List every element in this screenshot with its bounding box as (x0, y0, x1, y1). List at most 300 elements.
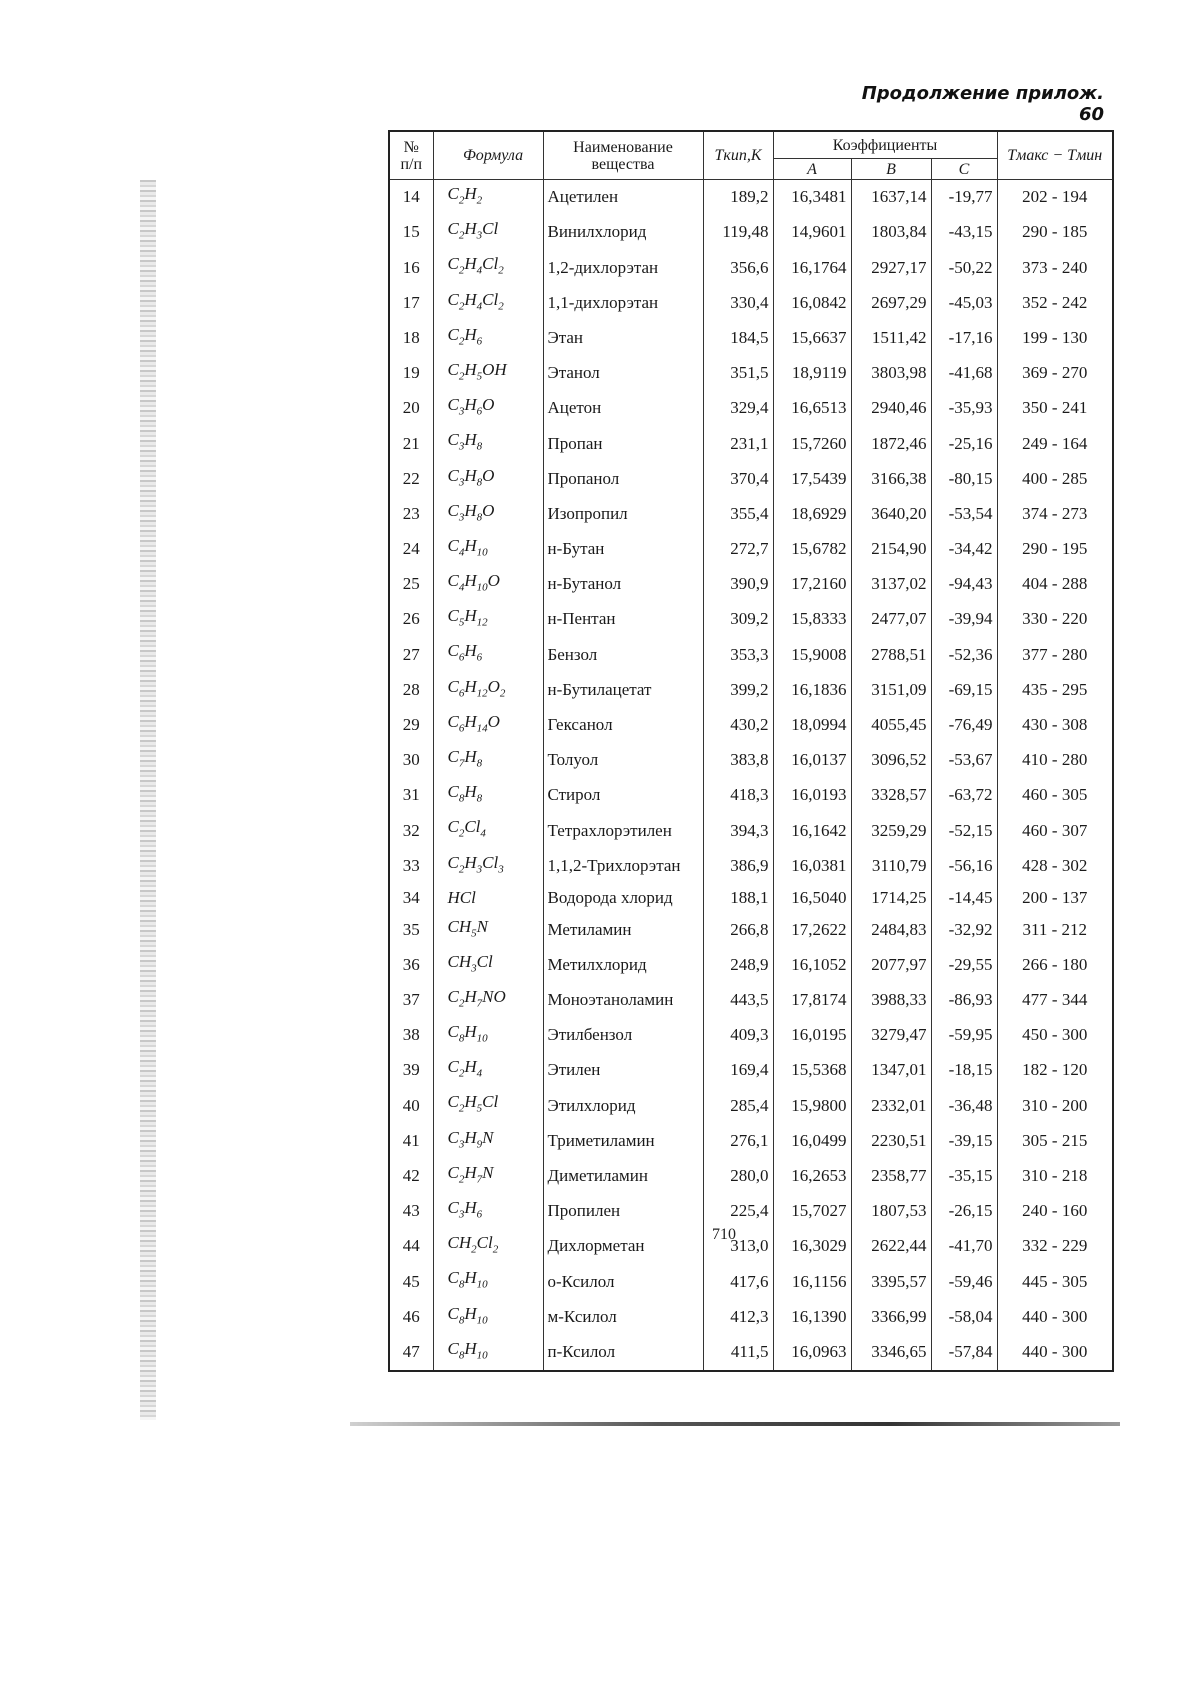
cell-coef-a: 16,3481 (773, 180, 851, 216)
table-row (389, 180, 1113, 216)
cell-coef-a: 16,0499 (773, 1124, 851, 1159)
cell-coef-a: 17,2160 (773, 567, 851, 602)
cell-temperature-range: 310 - 218 (997, 1159, 1113, 1194)
cell-boiling-point: 225,4 (703, 1194, 773, 1229)
cell-temperature-range: 445 - 305 (997, 1264, 1113, 1299)
cell-number: 15 (389, 215, 433, 250)
cell-formula: $C_2H_3Cl_3$ (433, 849, 543, 884)
cell-coef-a: 15,8333 (773, 602, 851, 637)
cell-coef-b: 2154,90 (851, 532, 931, 567)
cell-name: н-Бутилацетат (543, 673, 703, 708)
cell-temperature-range: 430 - 308 (997, 708, 1113, 743)
cell-formula: $C_2H_4$ (433, 1053, 543, 1088)
cell-formula: $C_8H_{10}$ (433, 1018, 543, 1053)
cell-name: Винилхлорид (543, 215, 703, 250)
cell-formula: $C_8H_8$ (433, 778, 543, 813)
cell-temperature-range: 240 - 160 (997, 1194, 1113, 1229)
cell-boiling-point: 189,2 (703, 180, 773, 216)
cell-number: 35 (389, 913, 433, 948)
col-header-number: № п/п (389, 131, 433, 180)
cell-name: Пропилен (543, 1194, 703, 1229)
cell-name: н-Пентан (543, 602, 703, 637)
cell-coef-a: 16,1764 (773, 250, 851, 285)
cell-name: н-Бутан (543, 532, 703, 567)
cell-formula: $C_2H_5Cl$ (433, 1088, 543, 1123)
cell-temperature-range: 404 - 288 (997, 567, 1113, 602)
cell-temperature-range: 200 - 137 (997, 884, 1113, 913)
table-row (389, 497, 1113, 532)
cell-coef-a: 15,7260 (773, 426, 851, 461)
cell-number: 42 (389, 1159, 433, 1194)
cell-temperature-range: 199 - 130 (997, 321, 1113, 356)
cell-temperature-range: 373 - 240 (997, 250, 1113, 285)
cell-formula: $C_2H_2$ (433, 180, 543, 216)
table-row (389, 637, 1113, 672)
table-row (389, 708, 1113, 743)
col-header-boiling-point (703, 131, 773, 180)
cell-temperature-range: 290 - 195 (997, 532, 1113, 567)
cell-name: Этан (543, 321, 703, 356)
col-header-coef-c: C (931, 159, 997, 180)
cell-coef-a: 16,0963 (773, 1335, 851, 1371)
table-row (389, 1018, 1113, 1053)
table-row (389, 1264, 1113, 1299)
cell-coef-b: 3328,57 (851, 778, 931, 813)
cell-formula: HCl (433, 884, 543, 913)
cell-coef-c: -14,45 (931, 884, 997, 913)
cell-formula: $C_4H_{10}$ (433, 532, 543, 567)
cell-name: Ацетилен (543, 180, 703, 216)
cell-temperature-range: 310 - 200 (997, 1088, 1113, 1123)
cell-coef-b: 3110,79 (851, 849, 931, 884)
cell-coef-c: -59,46 (931, 1264, 997, 1299)
table-row (389, 1300, 1113, 1335)
cell-temperature-range: 369 - 270 (997, 356, 1113, 391)
cell-formula: $C_5H_{12}$ (433, 602, 543, 637)
cell-number: 39 (389, 1053, 433, 1088)
cell-number: 24 (389, 532, 433, 567)
cell-coef-b: 3279,47 (851, 1018, 931, 1053)
cell-coef-b: 3259,29 (851, 813, 931, 848)
cell-boiling-point: 412,3 (703, 1300, 773, 1335)
cell-number: 33 (389, 849, 433, 884)
cell-boiling-point: 248,9 (703, 948, 773, 983)
cell-name: Бензол (543, 637, 703, 672)
cell-formula: $C_3H_8O$ (433, 497, 543, 532)
cell-coef-a: 16,0193 (773, 778, 851, 813)
cell-boiling-point: 355,4 (703, 497, 773, 532)
cell-number: 41 (389, 1124, 433, 1159)
cell-coef-a: 15,9008 (773, 637, 851, 672)
cell-coef-c: -57,84 (931, 1335, 997, 1371)
cell-temperature-range: 266 - 180 (997, 948, 1113, 983)
cell-name: Толуол (543, 743, 703, 778)
cell-name: Моноэтаноламин (543, 983, 703, 1018)
cell-temperature-range: 435 - 295 (997, 673, 1113, 708)
cell-coef-c: -39,94 (931, 602, 997, 637)
cell-boiling-point: 309,2 (703, 602, 773, 637)
cell-number: 36 (389, 948, 433, 983)
cell-name: Метиламин (543, 913, 703, 948)
page-number: 710 (712, 1226, 736, 1243)
cell-coef-a: 15,6782 (773, 532, 851, 567)
cell-temperature-range: 460 - 305 (997, 778, 1113, 813)
cell-coef-a: 15,5368 (773, 1053, 851, 1088)
cell-formula: $CH_5N$ (433, 913, 543, 948)
cell-coef-b: 4055,45 (851, 708, 931, 743)
cell-formula: $C_3H_8$ (433, 426, 543, 461)
cell-temperature-range: 400 - 285 (997, 462, 1113, 497)
cell-name: Гексанол (543, 708, 703, 743)
cell-number: 20 (389, 391, 433, 426)
cell-formula: $C_8H_{10}$ (433, 1264, 543, 1299)
cell-formula: $C_2H_7N$ (433, 1159, 543, 1194)
cell-coef-b: 2332,01 (851, 1088, 931, 1123)
cell-boiling-point: 353,3 (703, 637, 773, 672)
cell-temperature-range: 477 - 344 (997, 983, 1113, 1018)
col-header-coef-a: A (773, 159, 851, 180)
cell-boiling-point: 188,1 (703, 884, 773, 913)
cell-coef-b: 3166,38 (851, 462, 931, 497)
cell-coef-b: 2622,44 (851, 1229, 931, 1264)
cell-temperature-range: 374 - 273 (997, 497, 1113, 532)
table-row (389, 462, 1113, 497)
cell-coef-b: 3395,57 (851, 1264, 931, 1299)
cell-coef-a: 16,0195 (773, 1018, 851, 1053)
cell-coef-c: -32,92 (931, 913, 997, 948)
table-row (389, 426, 1113, 461)
table-row (389, 215, 1113, 250)
cell-boiling-point: 386,9 (703, 849, 773, 884)
cell-number: 26 (389, 602, 433, 637)
cell-boiling-point: 231,1 (703, 426, 773, 461)
col-header-coef-b: B (851, 159, 931, 180)
cell-name: Тетрахлорэтилен (543, 813, 703, 848)
cell-formula: $C_8H_{10}$ (433, 1300, 543, 1335)
cell-temperature-range: 305 - 215 (997, 1124, 1113, 1159)
cell-name: 1,2-дихлорэтан (543, 250, 703, 285)
cell-formula: $C_6H_6$ (433, 637, 543, 672)
cell-coef-b: 2477,07 (851, 602, 931, 637)
cell-formula: $CH_2Cl_2$ (433, 1229, 543, 1264)
table-row (389, 286, 1113, 321)
cell-temperature-range: 182 - 120 (997, 1053, 1113, 1088)
cell-number: 44 (389, 1229, 433, 1264)
cell-name: Этилен (543, 1053, 703, 1088)
col-header-name: Наименование вещества (543, 131, 703, 180)
cell-name: Водорода хлорид (543, 884, 703, 913)
cell-coef-b: 2697,29 (851, 286, 931, 321)
cell-coef-b: 3803,98 (851, 356, 931, 391)
cell-temperature-range: 460 - 307 (997, 813, 1113, 848)
cell-coef-b: 1347,01 (851, 1053, 931, 1088)
cell-coef-a: 16,1390 (773, 1300, 851, 1335)
cell-name: Диметиламин (543, 1159, 703, 1194)
cell-boiling-point: 280,0 (703, 1159, 773, 1194)
cell-formula: $C_2Cl_4$ (433, 813, 543, 848)
cell-formula: $C_2H_5OH$ (433, 356, 543, 391)
cell-coef-c: -25,16 (931, 426, 997, 461)
cell-coef-b: 3096,52 (851, 743, 931, 778)
cell-name: 1,1,2-Трихлорэтан (543, 849, 703, 884)
cell-formula: $C_4H_{10}O$ (433, 567, 543, 602)
cell-temperature-range: 311 - 212 (997, 913, 1113, 948)
cell-coef-a: 18,6929 (773, 497, 851, 532)
cell-name: п-Ксилол (543, 1335, 703, 1371)
cell-coef-c: -43,15 (931, 215, 997, 250)
col-header-temperature-range: Tмакс − Tмин (997, 131, 1113, 180)
cell-coef-b: 1803,84 (851, 215, 931, 250)
cell-coef-c: -35,15 (931, 1159, 997, 1194)
cell-coef-a: 17,2622 (773, 913, 851, 948)
cell-number: 23 (389, 497, 433, 532)
table-row (389, 673, 1113, 708)
cell-temperature-range: 428 - 302 (997, 849, 1113, 884)
table-row (389, 849, 1113, 884)
cell-name: Стирол (543, 778, 703, 813)
cell-coef-c: -50,22 (931, 250, 997, 285)
cell-coef-a: 16,6513 (773, 391, 851, 426)
table-row (389, 532, 1113, 567)
boiling-point-label: Tкип,K (714, 147, 762, 164)
cell-coef-b: 2940,46 (851, 391, 931, 426)
cell-number: 18 (389, 321, 433, 356)
cell-formula: $C_2H_3Cl$ (433, 215, 543, 250)
cell-formula: $C_7H_8$ (433, 743, 543, 778)
cell-coef-b: 1807,53 (851, 1194, 931, 1229)
cell-temperature-range: 290 - 185 (997, 215, 1113, 250)
cell-formula: $C_2H_4Cl_2$ (433, 286, 543, 321)
cell-coef-b: 2788,51 (851, 637, 931, 672)
cell-temperature-range: 352 - 242 (997, 286, 1113, 321)
cell-coef-c: -41,68 (931, 356, 997, 391)
cell-coef-b: 2358,77 (851, 1159, 931, 1194)
cell-coef-a: 16,1836 (773, 673, 851, 708)
cell-name: Пропан (543, 426, 703, 461)
cell-name: н-Бутанол (543, 567, 703, 602)
cell-coef-c: -26,15 (931, 1194, 997, 1229)
cell-coef-c: -52,15 (931, 813, 997, 848)
cell-formula: $C_8H_{10}$ (433, 1335, 543, 1371)
cell-number: 30 (389, 743, 433, 778)
cell-coef-a: 15,9800 (773, 1088, 851, 1123)
cell-coef-a: 14,9601 (773, 215, 851, 250)
cell-coef-c: -17,16 (931, 321, 997, 356)
cell-coef-c: -80,15 (931, 462, 997, 497)
cell-formula: $C_6H_{12}O_2$ (433, 673, 543, 708)
cell-coef-a: 17,8174 (773, 983, 851, 1018)
table-row (389, 567, 1113, 602)
cell-boiling-point: 443,5 (703, 983, 773, 1018)
cell-boiling-point: 399,2 (703, 673, 773, 708)
cell-number: 19 (389, 356, 433, 391)
cell-boiling-point: 383,8 (703, 743, 773, 778)
table-row (389, 913, 1113, 948)
cell-coef-a: 16,0381 (773, 849, 851, 884)
cell-boiling-point: 313,0 (703, 1229, 773, 1264)
cell-coef-c: -41,70 (931, 1229, 997, 1264)
cell-coef-a: 16,5040 (773, 884, 851, 913)
cell-coef-a: 18,0994 (773, 708, 851, 743)
cell-temperature-range: 330 - 220 (997, 602, 1113, 637)
cell-coef-c: -52,36 (931, 637, 997, 672)
table-row (389, 602, 1113, 637)
cell-boiling-point: 285,4 (703, 1088, 773, 1123)
cell-name: о-Ксилол (543, 1264, 703, 1299)
cell-number: 27 (389, 637, 433, 672)
cell-boiling-point: 394,3 (703, 813, 773, 848)
cell-name: Ацетон (543, 391, 703, 426)
cell-coef-c: -53,67 (931, 743, 997, 778)
cell-formula: $C_3H_8O$ (433, 462, 543, 497)
cell-boiling-point: 276,1 (703, 1124, 773, 1159)
cell-coef-c: -53,54 (931, 497, 997, 532)
cell-coef-a: 17,5439 (773, 462, 851, 497)
cell-name: Пропанол (543, 462, 703, 497)
cell-coef-c: -63,72 (931, 778, 997, 813)
cell-temperature-range: 410 - 280 (997, 743, 1113, 778)
cell-coef-c: -36,48 (931, 1088, 997, 1123)
table-row (389, 1124, 1113, 1159)
cell-number: 17 (389, 286, 433, 321)
cell-formula: $C_3H_9N$ (433, 1124, 543, 1159)
cell-name: 1,1-дихлорэтан (543, 286, 703, 321)
cell-coef-a: 15,6637 (773, 321, 851, 356)
cell-name: Этилхлорид (543, 1088, 703, 1123)
cell-coef-c: -29,55 (931, 948, 997, 983)
cell-boiling-point: 329,4 (703, 391, 773, 426)
cell-number: 29 (389, 708, 433, 743)
cell-boiling-point: 418,3 (703, 778, 773, 813)
cell-coef-c: -94,43 (931, 567, 997, 602)
table-row (389, 948, 1113, 983)
table-row (389, 884, 1113, 913)
cell-number: 22 (389, 462, 433, 497)
table-row (389, 1088, 1113, 1123)
cell-coef-c: -18,15 (931, 1053, 997, 1088)
cell-formula: $C_2H_6$ (433, 321, 543, 356)
cell-coef-c: -76,49 (931, 708, 997, 743)
cell-temperature-range: 450 - 300 (997, 1018, 1113, 1053)
cell-boiling-point: 330,4 (703, 286, 773, 321)
cell-coef-b: 3137,02 (851, 567, 931, 602)
cell-number: 43 (389, 1194, 433, 1229)
cell-coef-b: 3640,20 (851, 497, 931, 532)
cell-boiling-point: 266,8 (703, 913, 773, 948)
cell-number: 46 (389, 1300, 433, 1335)
cell-name: Триметиламин (543, 1124, 703, 1159)
cell-boiling-point: 370,4 (703, 462, 773, 497)
cell-coef-b: 3346,65 (851, 1335, 931, 1371)
cell-number: 28 (389, 673, 433, 708)
cell-coef-c: -19,77 (931, 180, 997, 216)
cell-temperature-range: 377 - 280 (997, 637, 1113, 672)
cell-formula: $C_6H_{14}O$ (433, 708, 543, 743)
cell-formula: $CH_3Cl$ (433, 948, 543, 983)
cell-formula: $C_2H_4Cl_2$ (433, 250, 543, 285)
cell-coef-c: -34,42 (931, 532, 997, 567)
cell-number: 21 (389, 426, 433, 461)
continuation-header: Продолжение прилож. 60 (861, 83, 1104, 125)
table-body (389, 180, 1113, 1371)
cell-boiling-point: 356,6 (703, 250, 773, 285)
cell-temperature-range: 249 - 164 (997, 426, 1113, 461)
cell-temperature-range: 332 - 229 (997, 1229, 1113, 1264)
cell-boiling-point: 184,5 (703, 321, 773, 356)
cell-temperature-range: 350 - 241 (997, 391, 1113, 426)
cell-number: 37 (389, 983, 433, 1018)
col-header-coefficients: Коэффициенты (773, 131, 997, 159)
cell-coef-a: 16,1156 (773, 1264, 851, 1299)
cell-name: м-Ксилол (543, 1300, 703, 1335)
cell-formula: $C_3H_6O$ (433, 391, 543, 426)
cell-name: Этанол (543, 356, 703, 391)
table-row (389, 321, 1113, 356)
cell-coef-b: 2927,17 (851, 250, 931, 285)
cell-coef-b: 1511,42 (851, 321, 931, 356)
cell-number: 40 (389, 1088, 433, 1123)
cell-coef-b: 3366,99 (851, 1300, 931, 1335)
cell-temperature-range: 440 - 300 (997, 1335, 1113, 1371)
table-row (389, 1053, 1113, 1088)
table-row (389, 983, 1113, 1018)
cell-coef-b: 3151,09 (851, 673, 931, 708)
cell-coef-a: 16,0842 (773, 286, 851, 321)
cell-coef-c: -58,04 (931, 1300, 997, 1335)
table-row (389, 1159, 1113, 1194)
cell-coef-a: 18,9119 (773, 356, 851, 391)
cell-coef-b: 1714,25 (851, 884, 931, 913)
cell-name: Метилхлорид (543, 948, 703, 983)
cell-coef-a: 16,1642 (773, 813, 851, 848)
cell-temperature-range: 202 - 194 (997, 180, 1113, 216)
cell-coef-b: 1637,14 (851, 180, 931, 216)
cell-formula: $C_2H_7NO$ (433, 983, 543, 1018)
cell-coef-a: 16,3029 (773, 1229, 851, 1264)
cell-number: 38 (389, 1018, 433, 1053)
cell-coef-c: -56,16 (931, 849, 997, 884)
cell-coef-b: 1872,46 (851, 426, 931, 461)
scan-bottom-artifact (350, 1422, 1120, 1426)
cell-name: Дихлорметан (543, 1229, 703, 1264)
cell-coef-b: 2484,83 (851, 913, 931, 948)
cell-coef-c: -59,95 (931, 1018, 997, 1053)
cell-coef-a: 15,7027 (773, 1194, 851, 1229)
cell-coef-a: 16,1052 (773, 948, 851, 983)
cell-number: 47 (389, 1335, 433, 1371)
table-row (389, 250, 1113, 285)
cell-boiling-point: 169,4 (703, 1053, 773, 1088)
cell-coef-b: 3988,33 (851, 983, 931, 1018)
table-row (389, 1335, 1113, 1371)
cell-coef-c: -39,15 (931, 1124, 997, 1159)
cell-coef-b: 2077,97 (851, 948, 931, 983)
cell-number: 25 (389, 567, 433, 602)
table-row (389, 743, 1113, 778)
cell-number: 32 (389, 813, 433, 848)
col-header-formula: Формула (433, 131, 543, 180)
cell-boiling-point: 409,3 (703, 1018, 773, 1053)
table-header (389, 131, 1113, 180)
cell-boiling-point: 411,5 (703, 1335, 773, 1371)
cell-name: Этилбензол (543, 1018, 703, 1053)
cell-boiling-point: 272,7 (703, 532, 773, 567)
cell-coef-b: 2230,51 (851, 1124, 931, 1159)
cell-coef-c: -69,15 (931, 673, 997, 708)
cell-number: 16 (389, 250, 433, 285)
cell-boiling-point: 351,5 (703, 356, 773, 391)
cell-number: 14 (389, 180, 433, 216)
